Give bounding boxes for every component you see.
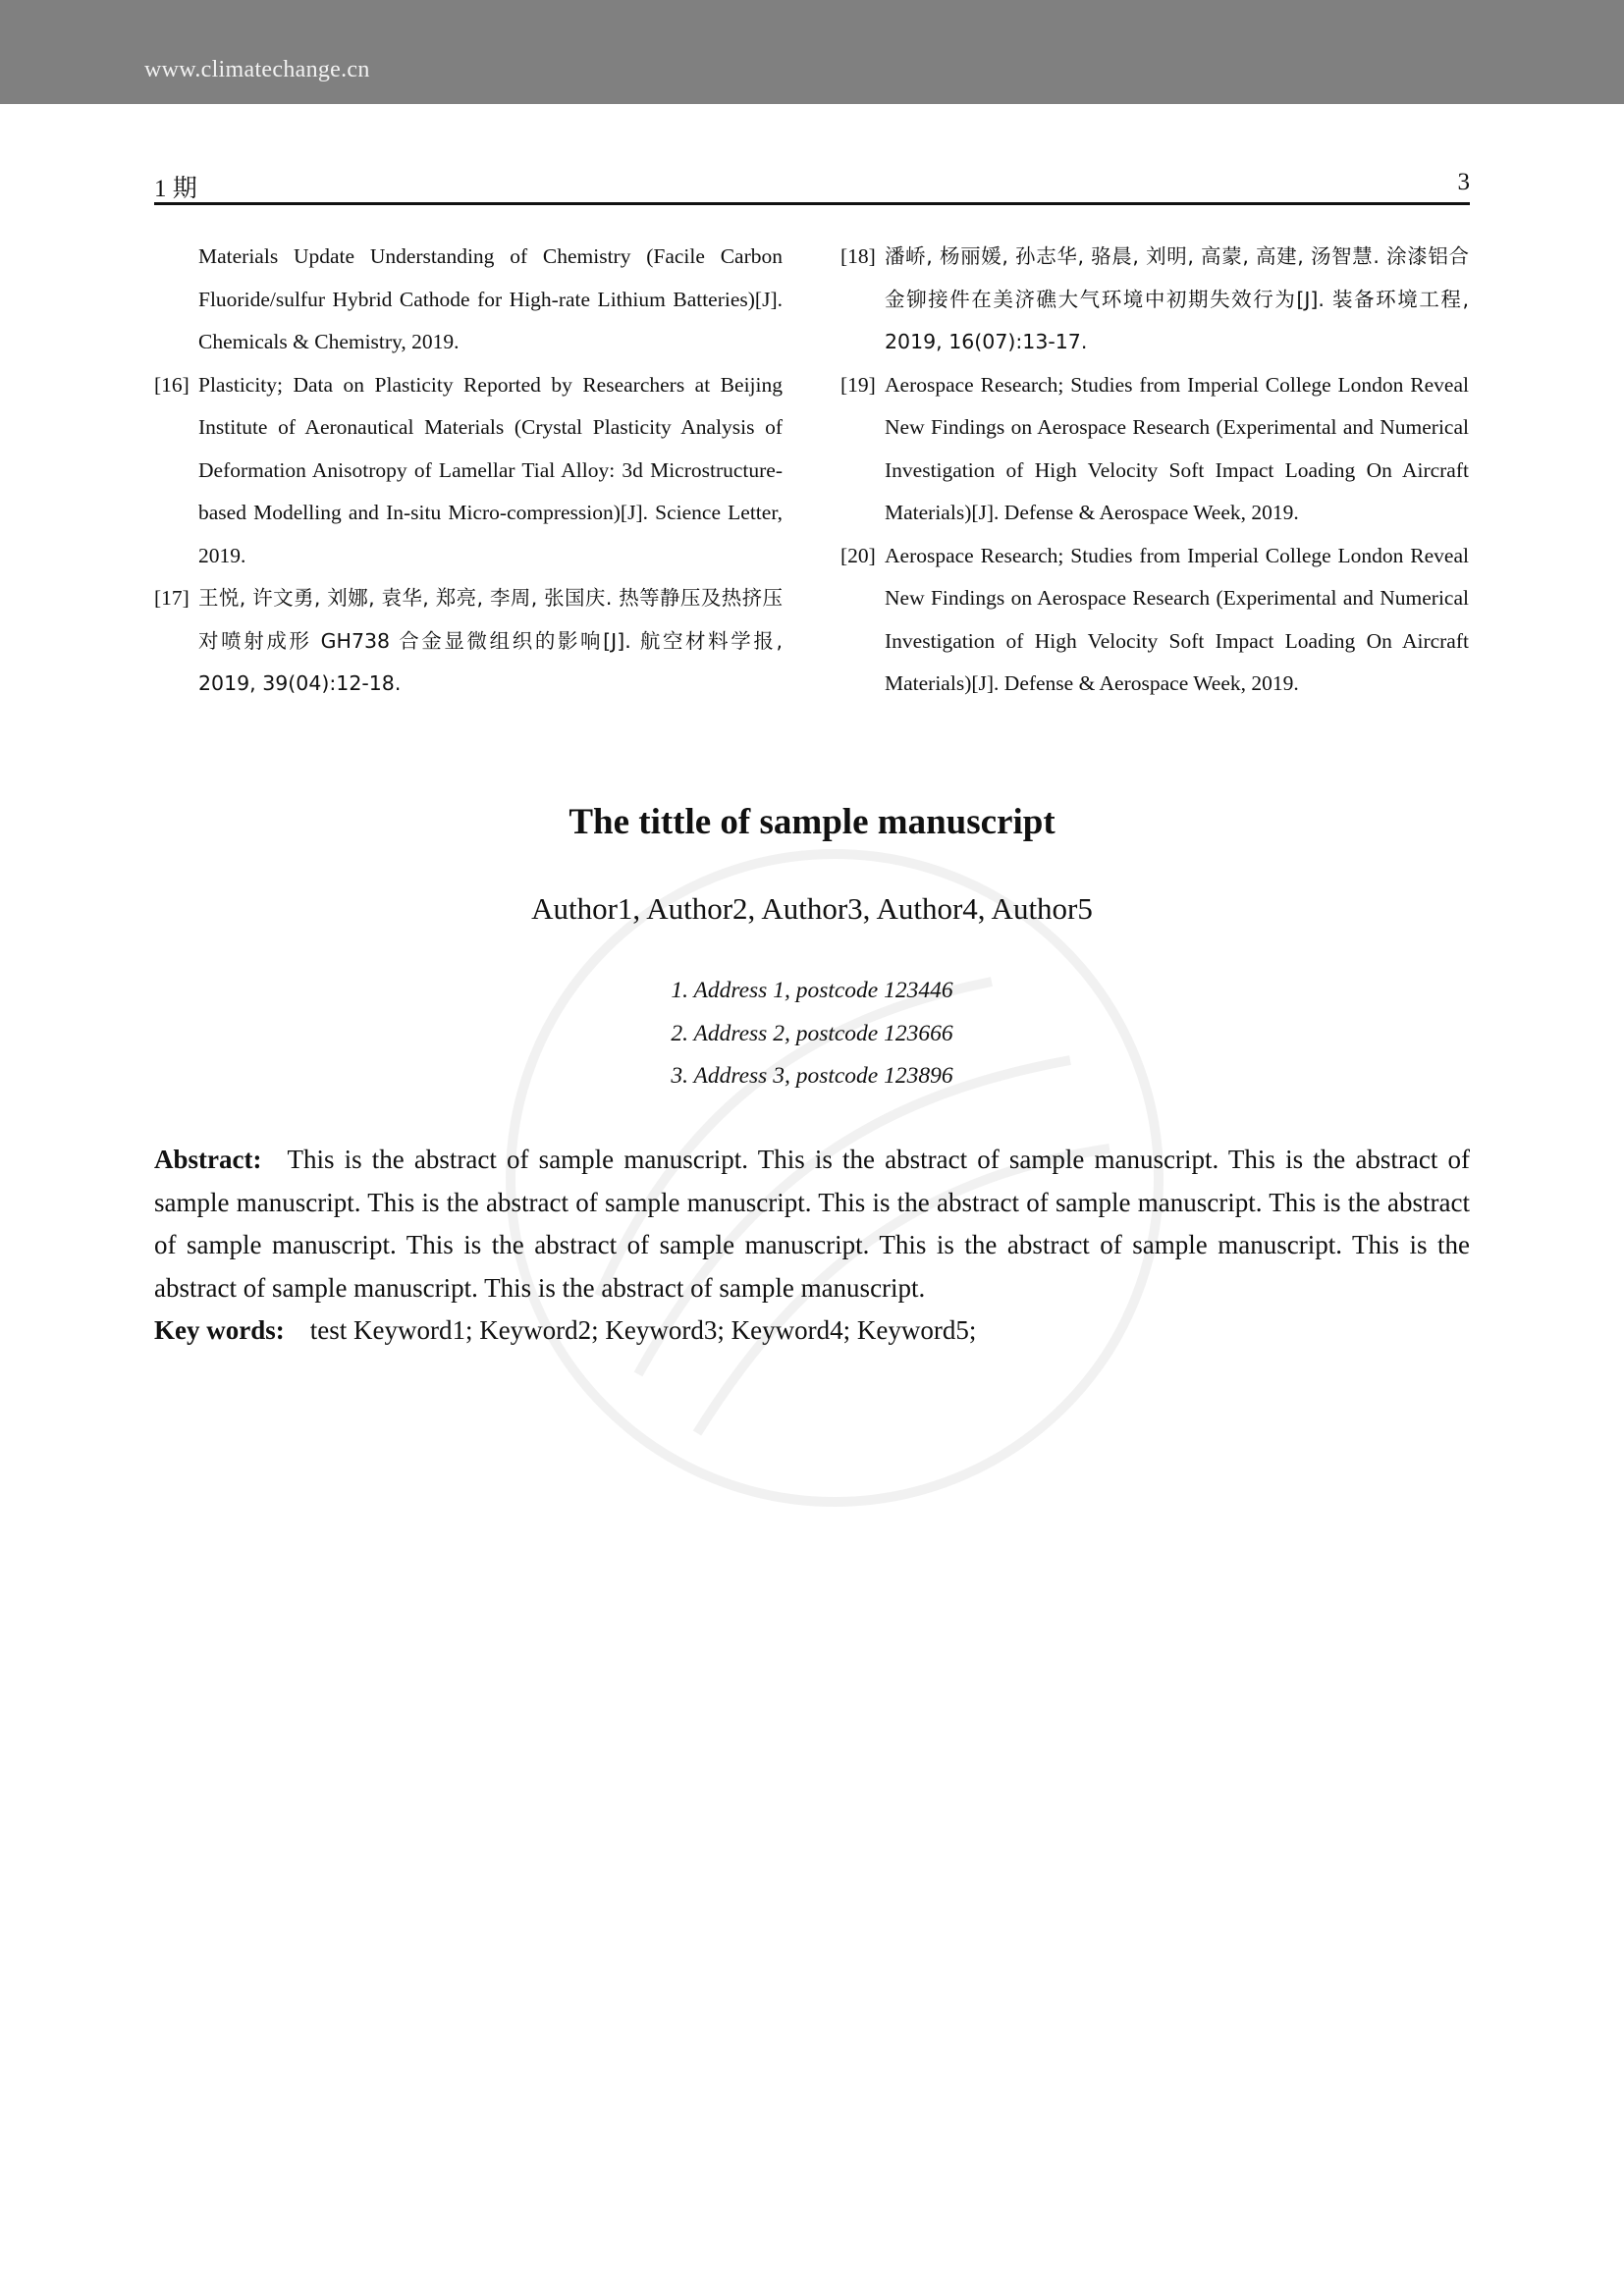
reference-item	[154, 577, 783, 706]
author-list: Author1, Author2, Author3, Author4, Author5	[531, 891, 1093, 926]
affiliation-item: 1. Address 1, postcode 123446	[671, 978, 953, 1003]
reference-text: 潘峤, 杨丽媛, 孙志华, 骆晨, 刘明, 高蒙, 高建, 汤智慧. 涂漆铝合金铆接件在美济礁大气环境中初期失效行为[J]. 装备环境工程, 2019, 16(07):13-17.	[885, 244, 1469, 353]
references-left-column	[154, 236, 783, 706]
references-right-column	[840, 236, 1469, 706]
abstract-paragraph	[154, 1139, 1470, 1309]
reference-label: [20]	[840, 543, 876, 567]
reference-label: [18]	[840, 244, 876, 268]
header-band	[0, 0, 1624, 104]
reference-text: Aerospace Research; Studies from Imperial College London Reveal New Findings on Aerospace Research (Experimental and Numerical Investigation of High Velocity Soft Impact Loading On Aircraft Materials)[J]. Defense & Aerospace Week, 2019.	[885, 372, 1469, 524]
site-url: www.climatechange.cn	[144, 57, 370, 82]
manuscript-title: The tittle of sample manuscript	[568, 802, 1056, 842]
affiliation-item: 3. Address 3, postcode 123896	[671, 1063, 953, 1089]
reference-label: [17]	[154, 586, 189, 610]
abstract-text: This is the abstract of sample manuscript. This is the abstract of sample manuscript. This is the abstract of sample manuscript. This is the abstract of sample manuscript. This is the abstract of sample manuscript. This is the abstract of sample manuscript. This is the abstract of sample manuscript. This is the abstract of sample manuscript. This is the abstract of sample manuscript. This is the abstract of sample manuscript.	[154, 1145, 1470, 1303]
reference-text: Aerospace Research; Studies from Imperial College London Reveal New Findings on Aerospace Research (Experimental and Numerical Investigation of High Velocity Soft Impact Loading On Aircraft Materials)[J]. Defense & Aerospace Week, 2019.	[885, 543, 1469, 695]
abstract-label: Abstract:	[154, 1145, 262, 1174]
reference-item	[154, 364, 783, 578]
keywords-label: Key words:	[154, 1315, 285, 1345]
reference-item	[840, 364, 1469, 535]
reference-item	[840, 535, 1469, 706]
reference-text: Materials Update Understanding of Chemistry (Facile Carbon Fluoride/sulfur Hybrid Cathode for High-rate Lithium Batteries)[J]. Chemicals & Chemistry, 2019.	[198, 244, 783, 353]
reference-label: [19]	[840, 372, 876, 397]
reference-text: 王悦, 许文勇, 刘娜, 袁华, 郑亮, 李周, 张国庆. 热等静压及热挤压对喷射成形 GH738 合金显微组织的影响[J]. 航空材料学报, 2019, 39(04):12-18.	[198, 586, 783, 695]
reference-item	[154, 236, 783, 364]
affiliation-item: 2. Address 2, postcode 123666	[671, 1020, 953, 1046]
affiliation-list	[0, 970, 1624, 1098]
issue-label: 1 期	[154, 176, 197, 202]
reference-text: Plasticity; Data on Plasticity Reported by Researchers at Beijing Institute of Aeronautical Materials (Crystal Plasticity Analysis of Deformation Anisotropy of Lamellar Tial Alloy: 3d Microstructure-based Modelling and In-situ Micro-compression)[J]. Science Letter, 2019.	[198, 372, 783, 567]
running-head	[154, 167, 1470, 205]
keywords-line	[154, 1309, 1470, 1353]
page-number: 3	[1457, 169, 1470, 195]
keywords-text: test Keyword1; Keyword2; Keyword3; Keyword4; Keyword5;	[309, 1315, 977, 1345]
reference-item	[840, 236, 1469, 364]
reference-label: [16]	[154, 372, 189, 397]
